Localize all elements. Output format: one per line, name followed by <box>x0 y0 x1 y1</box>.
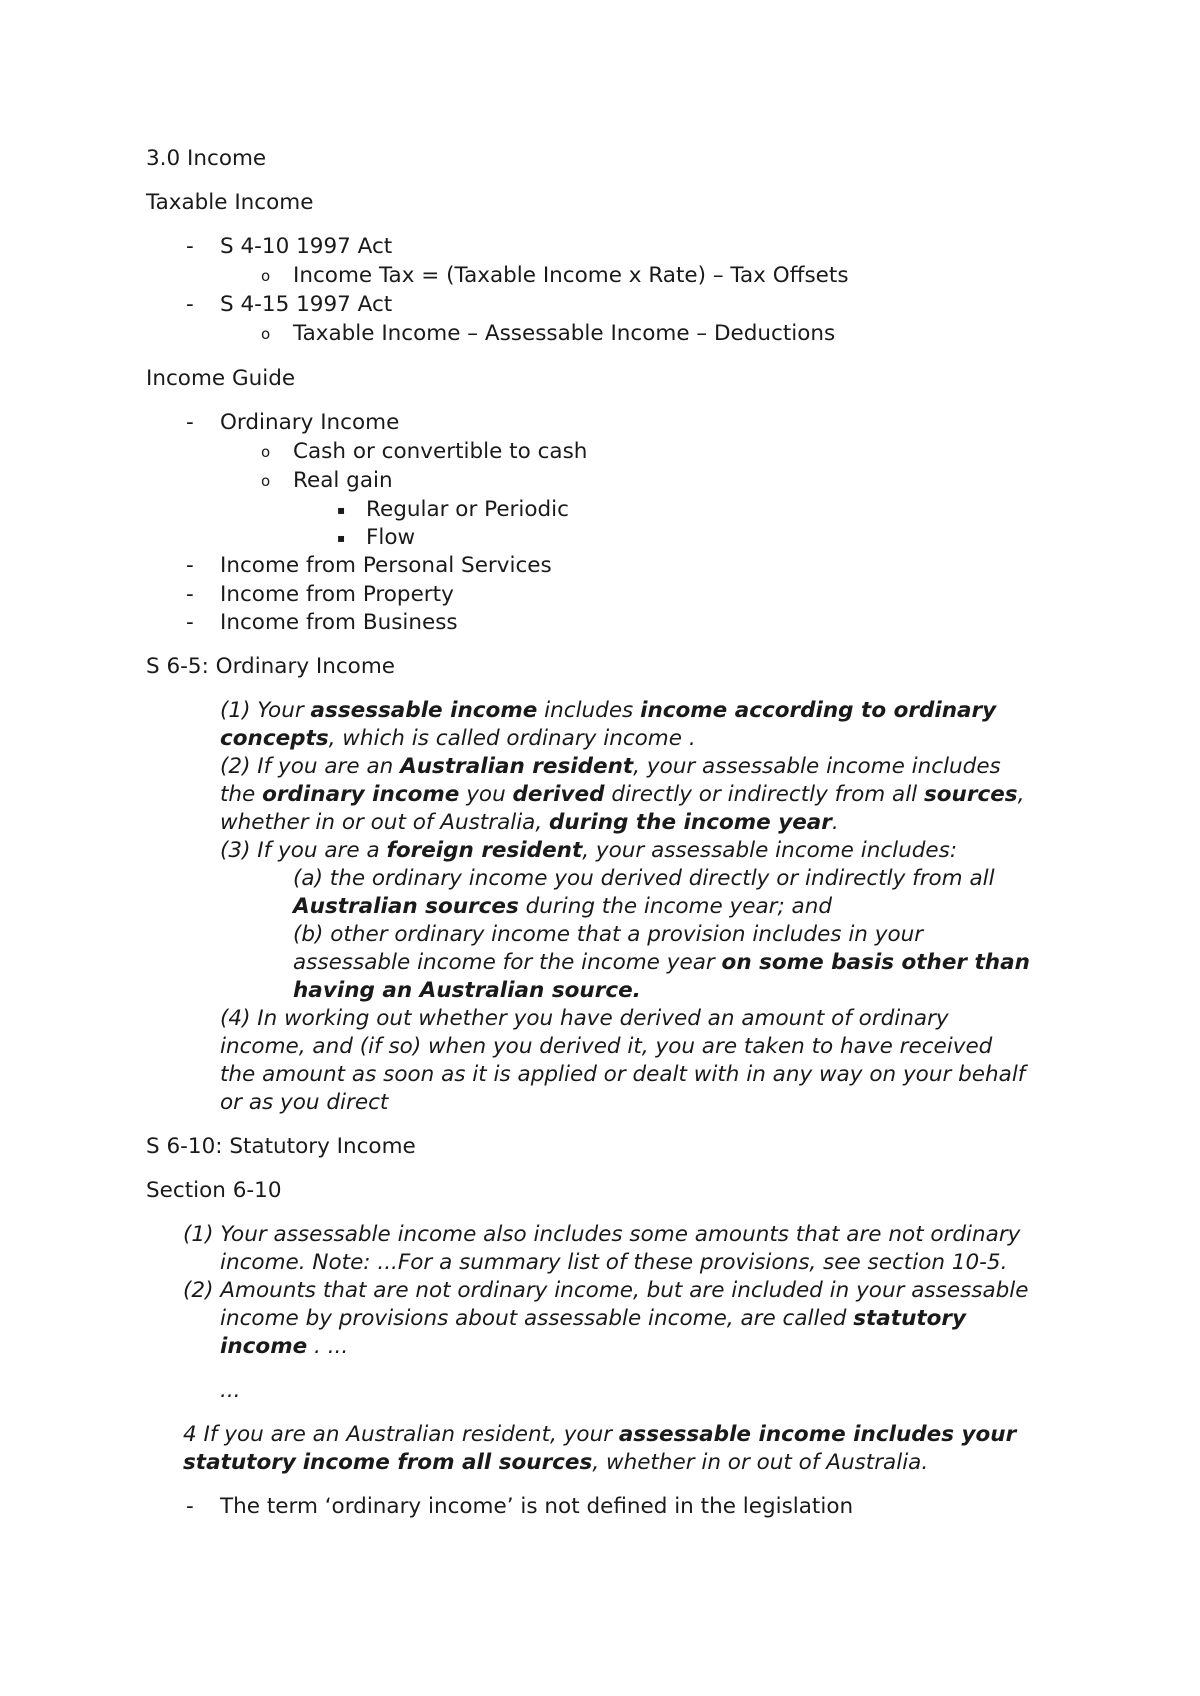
quote-line <box>183 1277 1029 1305</box>
quote-line <box>220 809 839 837</box>
list-item: Cash or convertible to cash <box>293 439 588 464</box>
circle-bullet: o <box>261 267 271 285</box>
text-segment: whether in or out of Australia, <box>220 810 550 835</box>
bold-text: statutory <box>853 1306 967 1331</box>
list-item: S 4-15 1997 Act <box>220 292 393 317</box>
page-title: 3.0 Income <box>146 146 267 171</box>
quote-line <box>220 837 957 865</box>
text-segment: . ... <box>307 1334 349 1359</box>
bold-text: Australian resident <box>400 754 634 779</box>
text-segment: (2) Amounts that are not ordinary income, but are included in your assessable <box>183 1278 1029 1303</box>
dash-bullet: - <box>186 234 194 259</box>
quote-line <box>220 725 696 753</box>
bold-text: income from all sources <box>302 1450 593 1475</box>
text-segment: the amount as soon as it is applied or dealt with in any way on your behalf <box>220 1062 1026 1087</box>
text-segment: the <box>220 782 263 807</box>
quote-line <box>293 949 1030 977</box>
text-segment: ... <box>220 1378 241 1403</box>
text-segment <box>296 1450 303 1475</box>
text-segment: or as you direct <box>220 1090 389 1115</box>
dash-bullet: - <box>186 582 194 607</box>
bold-text: statutory <box>183 1450 296 1475</box>
text-segment: 4 If you are an Australian resident, your <box>183 1422 619 1447</box>
quote-line <box>220 1377 241 1405</box>
bold-text: Australian sources <box>293 894 519 919</box>
text-segment: , your assessable income includes: <box>582 838 958 863</box>
list-item: S 4-10 1997 Act <box>220 234 393 259</box>
square-bullet: ▪ <box>337 503 346 517</box>
note-line: The term ‘ordinary income’ is not defined in the legislation <box>220 1494 854 1519</box>
text-segment: (3) If you are a <box>220 838 387 863</box>
text-segment: income by provisions about assessable income, are called <box>220 1306 854 1331</box>
text-segment: (2) If you are an <box>220 754 401 779</box>
quote-line <box>293 865 995 893</box>
text-segment: , <box>1017 782 1025 807</box>
quote-line <box>220 1305 966 1333</box>
text-segment: , your assessable income includes <box>633 754 1001 779</box>
list-item: Taxable Income – Assessable Income – Deductions <box>293 321 836 346</box>
dash-bullet: - <box>186 610 194 635</box>
dash-bullet: - <box>186 1494 194 1519</box>
text-segment: income, and (if so) when you derived it, you are taken to have received <box>220 1034 993 1059</box>
bold-text: income according to ordinary <box>640 698 997 723</box>
quote-line <box>220 697 996 725</box>
quote-line <box>220 1061 1025 1089</box>
bold-text: ordinary income <box>262 782 460 807</box>
quote-line <box>183 1221 1020 1249</box>
text-segment: includes <box>537 698 641 723</box>
list-item: Regular or Periodic <box>366 497 569 522</box>
dash-bullet: - <box>186 553 194 578</box>
quote-line <box>293 977 641 1005</box>
text-segment: , which is called ordinary income . <box>328 726 696 751</box>
text-segment: (a) the ordinary income you derived directly or indirectly from all <box>293 866 995 891</box>
dash-bullet: - <box>186 410 194 435</box>
bold-text: derived <box>512 782 605 807</box>
text-segment: during the income year; and <box>518 894 833 919</box>
bold-text: concepts <box>220 726 329 751</box>
bold-text: income <box>220 1334 308 1359</box>
quote-line <box>220 1333 348 1361</box>
text-segment: (b) other ordinary income that a provision includes in your <box>293 922 924 947</box>
text-segment: , whether in or out of Australia. <box>592 1450 929 1475</box>
quote-line <box>293 893 832 921</box>
quote-line <box>183 1421 1016 1449</box>
circle-bullet: o <box>261 472 271 490</box>
text-segment: . <box>831 810 839 835</box>
circle-bullet: o <box>261 443 271 461</box>
dash-bullet: - <box>186 292 194 317</box>
bold-text: sources <box>923 782 1018 807</box>
quote-line <box>220 753 1001 781</box>
section-heading-s6-10: S 6-10: Statutory Income <box>146 1134 416 1159</box>
bold-text: assessable income <box>310 698 538 723</box>
text-segment: (4) In working out whether you have derived an amount of ordinary <box>220 1006 949 1031</box>
list-item: Income from Business <box>220 610 458 635</box>
section-heading-income-guide: Income Guide <box>146 366 296 391</box>
quote-line <box>220 1249 1007 1277</box>
quote-line <box>293 921 923 949</box>
list-item: Income from Property <box>220 582 454 607</box>
section-label: Section 6-10 <box>146 1178 282 1203</box>
bold-text: on some basis other than <box>721 950 1030 975</box>
square-bullet: ▪ <box>337 531 346 545</box>
list-item: Ordinary Income <box>220 410 400 435</box>
text-segment: (1) Your assessable income also includes some amounts that are not ordinary <box>183 1222 1021 1247</box>
section-heading-taxable-income: Taxable Income <box>146 190 314 215</box>
circle-bullet: o <box>261 325 271 343</box>
quote-line <box>220 1005 949 1033</box>
quote-line <box>220 781 1024 809</box>
text-segment: income. Note: ...For a summary list of these provisions, see section 10-5. <box>220 1250 1008 1275</box>
quote-line <box>220 1089 388 1117</box>
section-heading-s6-5: S 6-5: Ordinary Income <box>146 654 395 679</box>
list-item: Real gain <box>293 468 393 493</box>
bold-text: during the income year <box>549 810 832 835</box>
text-segment: (1) Your <box>220 698 311 723</box>
bold-text: assessable income includes your <box>618 1422 1017 1447</box>
text-segment: you <box>459 782 513 807</box>
list-item: Income from Personal Services <box>220 553 552 578</box>
bold-text: foreign resident <box>386 838 583 863</box>
bold-text: having an Australian source. <box>293 978 641 1003</box>
text-segment: assessable income for the income year <box>293 950 722 975</box>
text-segment: directly or indirectly from all <box>604 782 924 807</box>
list-item: Flow <box>366 525 416 550</box>
quote-line <box>183 1449 928 1477</box>
list-item: Income Tax = (Taxable Income x Rate) – Tax Offsets <box>293 263 849 288</box>
quote-line <box>220 1033 992 1061</box>
